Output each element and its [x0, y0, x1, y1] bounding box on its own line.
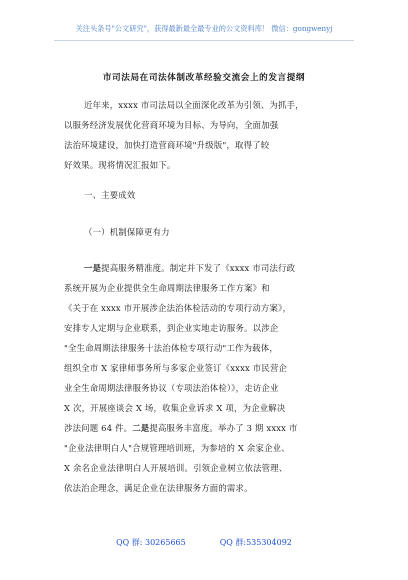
point-one-closing: 涉法问题 64 件。 — [64, 423, 133, 433]
paragraph-line-3: 《关于在 xxxx 市开展涉企法治体检活动的专项行动方案》， — [64, 303, 292, 313]
paragraph-line-11: X 余名企业法律明白人开展培训。引领企业树立依法管理、 — [64, 463, 288, 473]
header-divider — [54, 40, 354, 41]
document-title: 市司法局在司法体制改革经验交流会上的发言提纲 — [102, 73, 306, 83]
footer-qq-group-1: QQ 群: 30265665 — [116, 538, 186, 547]
intro-line-2: 以服务经济发展优化营商环境为目标、为导向，全面加强 — [64, 120, 279, 130]
point-two-lead: 二是 — [132, 423, 150, 433]
subsection-heading: （一）机制保障更有力 — [84, 227, 170, 237]
paragraph-line-12: 依法治企理念，满足企业在法律服务方面的需求。 — [64, 483, 253, 493]
header-notice: 关注头条号"公文研究"，获得最新最全最专业的公文资料库！ 微信：gongwenyj — [75, 24, 333, 33]
point-two-text: 提高服务丰富度。举办了 3 期 xxxx 市 — [149, 423, 298, 433]
paragraph-first-line — [84, 263, 295, 274]
paragraph-line-8: X 次，开展座谈会 X 场，收集企业诉求 X 项，为企业解决 — [64, 403, 286, 413]
point-one-lead: 一是 — [84, 263, 102, 273]
footer-qq-group-2: QQ 群:535304092 — [219, 538, 292, 547]
intro-line-1: 近年来，xxxx 市司法局以全面深化改革为引领、为抓手， — [84, 100, 304, 110]
section-heading: 一、主要成效 — [84, 190, 136, 200]
paragraph-line-7: 业全生命周期法律服务协议（专项法治体检）》，走访企业 — [64, 383, 279, 393]
paragraph-line-2: 系统开展为企业提供全生命周期法律服务工作方案》和 — [64, 283, 270, 293]
paragraph-line-6: 组织全市 X 家律师事务所与多家企业签订《xxxx 市民营企 — [64, 363, 288, 373]
intro-line-3: 法治环境建设，加快打造营商环境"升级版"，取得了较 — [64, 140, 270, 150]
paragraph-line-10: "企业法律明白人"合规管理培训班，为参培的 X 余家企业、 — [64, 443, 290, 453]
paragraph-line-4: 安排专人定期与企业联系，到企业实地走访服务。以涉企 — [64, 323, 279, 333]
footer-contacts — [0, 537, 408, 548]
paragraph-line-5: "全生命周期法律服务十法治体检专项行动"工作为载体， — [64, 343, 278, 353]
intro-line-4: 好效果。现将情况汇报如下。 — [64, 160, 176, 170]
point-one-text: 提高服务精准度。制定并下发了《xxxx 市司法行政 — [101, 263, 296, 273]
paragraph-line-9 — [64, 423, 298, 434]
